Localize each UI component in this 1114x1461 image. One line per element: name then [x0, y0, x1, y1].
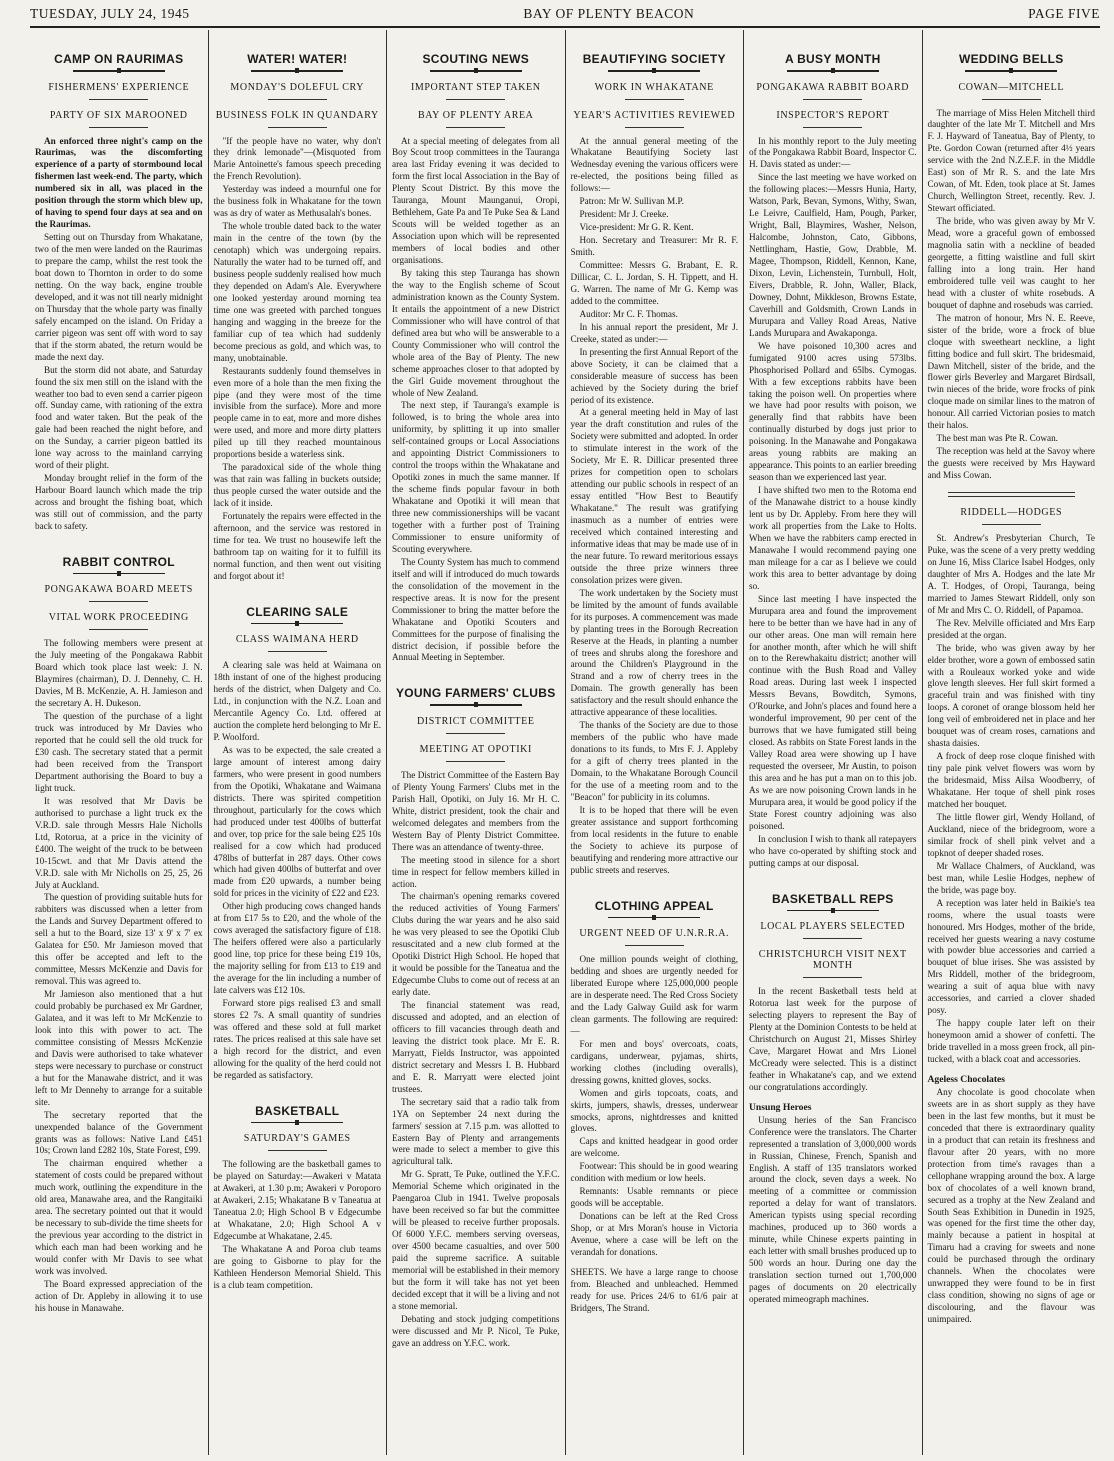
article-body: [214, 136, 382, 583]
article-paragraph: St. Andrew's Presbyterian Church, Te Puke, was the scene of a very pretty wedding on June 16, Miss Clarice Isabel Hodges, only daughter of Mrs A. Hodges and the late Mr A. T. Hodges, of Oropi, Tauranga, being married to James Stewart Riddell, only son of Mr and Mrs C. O. Riddell, of Papamoa.: [927, 533, 1095, 615]
subhead-rule: [89, 629, 148, 630]
article-paragraph: Unsung heries of the San Francisco Conference were the translators. The Charter represented a translation of 3,000,000 words in Russian, Chinese, French, Spanish and English. A staff of 135 translators worked around the clock, seven days a week. No meeting of a committee or commission reported a delay for want of translators. American typists using special recording machines, produced up to 360 words a minute, while Chinese experts painting in each letter with small brushes produced up to 500 words an hour. During one day the translation section turned out 1,700,000 pages of documents on 20 electrically operated mimeograph machines.: [749, 1114, 917, 1305]
article: [928, 52, 1096, 482]
article-subhead: BAY OF PLENTY AREA: [417, 109, 534, 121]
article-subhead: VITAL WORK PROCEEDING: [48, 612, 189, 624]
article: [571, 52, 739, 877]
article-paragraph: Caps and knitted headgear in good order are welcome.: [570, 1136, 738, 1159]
headline-rule: [251, 1122, 343, 1124]
article-paragraph: President: Mr J. Creeke.: [579, 209, 669, 220]
brief-body: [749, 1115, 917, 1306]
issue-date: TUESDAY, JULY 24, 1945: [30, 6, 190, 21]
article-paragraph: In conclusion I wish to thank all ratepayers who have co-operated by shifting stock and putting camps at our disposal.: [749, 833, 917, 868]
article-paragraph: Mr Jamieson also mentioned that a hut could probably be purchased ex Mr Gardner, Galatea, and it was left to Mr McKenzie to look into this with power to act. The committee consisting of Messrs McKenzie and Davis were authorised to take whatever steps were necessary to purchase or construct a hut for the Manawahe district, and it was left to Mr Dennehy to arrange for a suitable site.: [35, 989, 203, 1107]
article-paragraph: The secretary reported that the unexpended balance of the Government grants was as follows: Native Land £451 10s; Crown land £282 10s, State Forest, £99.: [35, 1109, 203, 1156]
article-paragraph: The thanks of the Society are due to those members of the public who have made donations to its funds, to Mrs F. J. Appleby for a gift of cherry trees planted in the Domain, to the Whakatane Borough Council for the use of a meeting room and to the "Beacon" for publicity in its columns.: [570, 720, 738, 802]
article-paragraph: One million pounds weight of clothing, bedding and shoes are urgently needed for liberated Europe where 125,000,000 people are in desperate need. The Red Cross Society and the Lady Galway Guild ask for warm clean garments. The following are required:—: [570, 954, 738, 1036]
article-paragraph: The bride, who was given away by her elder brother, wore a gown of embossed satin with a Rouleaux worked yoke and wide glove length sleeves. Her full skirt formed a graceful train and was finished with tiny loops. A coronet of orange blossom held her long veil of embroidered net in place and her bouquet was of cream roses, carnations and shasta daisies.: [927, 642, 1095, 749]
article-headline: BASKETBALL: [255, 1103, 340, 1118]
column-2: [209, 30, 388, 1455]
article-paragraph: At the annual general meeting of the Whakatane Beautifying Society last Wednesday evening the various officers were re-elected, the positions being filled as follows:—: [570, 135, 738, 194]
article-paragraph: Auditor: Mr C. F. Thomas.: [579, 308, 678, 319]
article-paragraph: Mr G. Spratt, Te Puke, outlined the Y.F.C. Memorial Scheme which originated in the Paengaroa Club in 1941. Twelve proposals have been received so far but the committee will be pleased to receive further proposals. Of 6000 Y.F.C. members serving overseas, over 4500 became casualties, and over 500 paid the supreme sacrifice. A suitable memorial will be established in their memory but the form it will take has not yet been decided except that it will be a living and not a stone memorial.: [392, 1169, 560, 1311]
article-headline: WEDDING BELLS: [958, 52, 1064, 66]
article-paragraph: The best man was Pte R. Cowan.: [936, 433, 1058, 444]
article-paragraph: A reception was later held in Baikie's tea rooms, where the usual toasts were honoured. Mrs Hodges, mother of the bride, received her guests wearing a navy costume with powder blue accessories and carried a bouquet of blue irises. She was assisted by Mrs Riddell, mother of the bridegroom, wearing a suit of aqua blue with navy accessories, and carried a clover shaded posy.: [927, 897, 1095, 1016]
subhead-rule: [446, 761, 505, 762]
article-paragraph: Remnants: Usable remnants or piece goods will be acceptable.: [570, 1186, 738, 1209]
article-subhead: CHRISTCHURCH VISIT NEXT MONTH: [758, 949, 907, 972]
article-paragraph: The following members were present at the July meeting of the Pongakawa Rabbit Board which took place last week: J. N. Blaymires (chairman), D. J. Dennehy, C. H. Davies, M B. McKenzie, A. H. Jamieson and the secretary A. H. Dukeson.: [35, 638, 203, 709]
article-paragraph: The matron of honour, Mrs N. E. Reeve, sister of the bride, wore a frock of blue cloque with sweetheart neckline, a light fitting bodice and full skirt. The bridesmaid, Dawn Mitchell, sister of the bride, and the flower girls Beverley and Margaret Birdsall, twin nieces of the bride, wore frocks of pink cloque made on similar lines to the matron of honour. All carried Victorian posies to match their halos.: [927, 312, 1095, 431]
headline-rule: [73, 70, 165, 72]
headline-rule: [787, 910, 879, 912]
headline-rule: [608, 70, 700, 72]
article-body: [35, 638, 203, 1314]
article-subhead: PONGAKAWA RABBIT BOARD: [756, 81, 910, 93]
article: [35, 555, 203, 1315]
subhead-rule: [89, 601, 148, 602]
article-body: [214, 1159, 382, 1291]
article-headline: WATER! WATER!: [247, 52, 348, 66]
article-paragraph: A frock of deep rose cloque finished with tiny pale pink velvet flowers was worn by the bridesmaid, Miss Ailsa Woodberry, of Whakatane. Her toque of shell pink roses matched her bouquet.: [927, 751, 1095, 810]
subhead-rule: [625, 127, 684, 128]
article-paragraph: The following are the basketball games to be played on Saturday:—Awakeri v Matata at Awakeri, at 1.30 p.m; Awakeri v Poroporo at Awakeri, 2.15; Whakatane B v Taneatua at Taneatua 2.0; High School B v Edgecumbe at Whakatane, 2.0; High School A v Edgecumbe at Whakatane, 2.45.: [213, 1159, 381, 1241]
article-paragraph: Hon. Secretary and Treasurer: Mr R. F. Smith.: [570, 235, 738, 258]
article-subhead: INSPECTOR'S REPORT: [776, 109, 890, 121]
article-paragraph: The chairman enquired whether a statement of costs could be prepared without much work, outlining the expenditure in the old area, Manawahe area, and the Rangitaiki area. The secretary pointed out that it would be necessary to sub-divide the time sheets for the previous year according to the district in which each man had been working and he would confer with Mr Davis to see what work was involved.: [35, 1158, 203, 1277]
article-subhead: SATURDAY'S GAMES: [243, 1133, 351, 1145]
article-paragraph: The happy couple later left on their honeymoon amid a shower of confetti. The bride travelled in a moss green frock, all pin-tucked, with a black coat and accessories.: [927, 1018, 1095, 1065]
article-paragraph: The Whakatane A and Poroa club teams are going to Gisborne to play for the Kathleen Henderson Memorial Shield. This is a club team competition.: [213, 1243, 381, 1290]
article-paragraph: The marriage of Miss Helen Mitchell third daughter of the late Mr T. Mitchell and Mrs F. J. Hayward of Taneatua, Bay of Plenty, to Pte. Gordon Cowan (returned after 4½ years service with the 2nd N.Z.E.F. in the Middle East) son of Mr R. S. and the late Mrs Cowan, of Mt. Eden, took place at St. James Church, Wellington Street, recently. Rev. J. Stewart officiated.: [927, 107, 1095, 214]
subhead-rule: [625, 945, 684, 946]
article: [392, 52, 560, 664]
article-subhead: IMPORTANT STEP TAKEN: [410, 81, 541, 93]
article-headline: SCOUTING NEWS: [422, 52, 530, 66]
article-paragraph: Restaurants suddenly found themselves in even more of a hole than the men fixing the pipe (and they were most of the time invisible from the surface). More and more people came in to eat, more and more dishes were used, and more and more dirty platters piled up till they reached mountainous proportions beside a waterless sink.: [213, 365, 381, 460]
article-body: [571, 954, 739, 1259]
article-paragraph: In his annual report the president, Mr J. Creeke, stated as under:—: [570, 321, 738, 344]
article-paragraph: We have poisoned 10,300 acres and fumigated 9100 acres using 573lbs. Phosphorised Pollard and 65lbs. Cymogas. With a few exceptions rabbits have been taking the poison well. On properties where we have had poor results with poison, we generally find that rabbits have been continually disturbed by dogs just prior to poisoning. In the Manawahe and Pongakawa areas young rabbits are making an appearance. This points to an earlier breeding season than we experienced last year.: [749, 340, 917, 483]
article-subhead: FISHERMENS' EXPERIENCE: [48, 81, 190, 93]
article-paragraph: The Rev. Melville officiated and Mrs Earp presided at the organ.: [927, 617, 1095, 640]
article: [214, 1104, 382, 1292]
article-subhead: DISTRICT COMMITTEE: [416, 715, 535, 727]
headline-rule: [430, 704, 522, 706]
article-paragraph: By taking this step Tauranga has shown the way to the English scheme of Scout administration known as the County System. It entails the appointment of a new District Commissioner who will have control of that defined area but who will be answerable to a County Commissioner who will control the whole area of the Bay of Plenty. The new scheme approaches closer to that adopted by the Girl Guide movement throughout the whole of New Zealand.: [392, 267, 560, 398]
article-paragraph: Committee: Messrs G. Brabant, E. R. Dillicar, C. L. Jordan, S. H. Tippett, and H. G. Warren. The name of Mr G. Kemp was added to the committee.: [570, 260, 738, 306]
article: [749, 52, 917, 870]
article: [214, 605, 382, 1082]
article-paragraph: The meeting stood in silence for a short time in respect for fellow members killed in action.: [392, 854, 560, 889]
subhead-rule: [803, 938, 862, 939]
article-body: [928, 533, 1096, 1066]
article-headline: CAMP ON RAURIMAS: [54, 52, 184, 66]
article-paragraph: In the recent Basketball tests held at Rotorua last week for the purpose of selecting players to represent the Bay of Plenty at the Dominion Contests to be held at Christchurch on August 21, Misses Shirley Cave, Margaret Howat and Mrs Lionel McCready were selected. This is a distinct feather in Whakatane's cap, and we extend our congratulations accordingly.: [749, 986, 917, 1092]
article-paragraph: The secretary said that a radio talk from 1YA on September 24 next during the farmers' session at 7.15 p.m. was allotted to Eastern Bay of Plenty and arrangements were made to select a member to give this agricultural talk.: [392, 1096, 560, 1167]
article-paragraph: Mr Wallace Chalmers, of Auckland, was best man, while Leslie Hodges, nephew of the bride, was page boy.: [927, 860, 1095, 895]
article-paragraph: Vice-president: Mr G. R. Kent.: [579, 222, 694, 233]
article-paragraph: Forward store pigs realised £3 and small stores £2 7s. A small quantity of sundries was offered and these sold at full market rates. The prices realised at this sale have set a high record for the district, and even allowing for the quality of the herd could not be regarded as satisfactory.: [213, 997, 381, 1080]
article-body: [571, 136, 739, 877]
article-paragraph: Patron: Mr W. Sullivan M.P.: [579, 196, 684, 207]
article-body: [35, 136, 203, 533]
column-5: [744, 30, 923, 1455]
article-paragraph: The question of providing suitable huts for rabbiters was discussed when a letter from the Lands and Survey Department offered to sell a hut to the Board, size 13' x 9' x 7' ex Galatea for £50. Mr Jamieson moved that this offer be accepted and left to the committee, Messrs McKenzie and Davis for removal. This was agreed to.: [35, 892, 203, 987]
article-body: [392, 770, 560, 1350]
article-subhead: CLASS WAIMANA HERD: [235, 634, 359, 646]
article-paragraph: Since last meeting I have inspected the Murupara area and found the improvement here to be better than we have had in any of our other areas. One man will remain here for another month, after which he will shift on to the Rerewhakaitu district; another will continue with the Bush Road and Valley Road areas. During last week I inspected Messrs Bevans, Bowditch, Symons, O'Rourke, and John's places and found here a wonderful improvement, 90 per cent of the burrows that we have fumigated still being closed. As rabbits on State Forest lands in the Valley Road area were showing up I have requested the overseer, Mr Austin, to poison this area and he has put a man on to this job. As we are now poisoning Crown lands in he Murupara area, it would be good policy if the State Forest country adjoining was also poisoned.: [749, 593, 917, 831]
article-body: [928, 108, 1096, 483]
headline-rule: [251, 623, 343, 625]
article-paragraph: Fortunately the repairs were effected in the afternoon, and the service was restored in time for tea. We trust no housewife left the bathroom tap on waiting for it to fulfill its normal function, and then went out visiting and forgot about it!: [213, 511, 381, 581]
article-paragraph: An enforced three night's camp on the Raurimas, was the discomforting experience of a party of stormbound local fishermen last week-end. The party, which numbered six in all, was placed in the position through the storm which blew up, of having to spend four days at sea and on the Raurimas.: [35, 135, 203, 230]
article-subhead: BUSINESS FOLK IN QUANDARY: [215, 109, 379, 121]
article-paragraph: At a special meeting of delegates from all Boy Scout troop committees in the Tauranga area last Friday evening it was decided to form the first local Association in the Bay of Plenty Scout District. By this move the Tauranga, Mount Maunganui, Oropi, Bethlehem, Gate Pa and Te Puke Sea & Land Scouts will be welded together as an Association upon which will be represented members of local bodies and other organisations.: [392, 135, 560, 266]
page-number: PAGE FIVE: [1028, 6, 1100, 21]
article-headline: BASKETBALL REPS: [771, 891, 894, 906]
subhead-rule: [89, 99, 148, 100]
advert-notice: SHEETS. We have a large range to choose from. Bleached and unbleached. Hemmed ready for use. Prices 24/6 to 61/6 pair at Bridgers, The Strand.: [570, 1266, 738, 1313]
article: [749, 892, 917, 1306]
subhead-rule: [803, 99, 862, 100]
subhead-rule: [982, 99, 1041, 100]
article-paragraph: The bride, who was given away by Mr V. Mead, wore a graceful gown of embossed magnolia satin with a neckline of beaded georgette, a fitting waistline and full skirt falling into a long train. Her hand embroidered tulle veil was caught to her head with a cluster of white rosebuds. A bouquet of daphne and rosebuds was carried.: [927, 216, 1095, 310]
subhead-rule: [982, 524, 1041, 525]
article-paragraph: Setting out on Thursday from Whakatane, two of the men were landed on the Raurimas to prepare the camp, whilst the rest took the boat down to Thornton in order to do some netting. On the way back, engine trouble developed, and it was not till nearly midnight on Thursday that the whole party was finally safely encamped on the island. On Friday a carrier pigeon was sent off with word to say that if the storm abated, the return would be made the next day.: [35, 232, 203, 362]
headline-rule: [608, 917, 700, 919]
article: [35, 52, 203, 533]
article-separator: [948, 492, 1076, 497]
article-paragraph: In his monthly report to the July meeting of the Pongakawa Rabbit Board, Inspector C. H. Davis stated as under:—: [749, 135, 917, 170]
subhead-rule: [446, 127, 505, 128]
article-subhead: LOCAL PLAYERS SELECTED: [760, 921, 906, 933]
newspaper-title: BAY OF PLENTY BEACON: [523, 6, 695, 21]
article-body: [749, 136, 917, 870]
article-paragraph: At a general meeting held in May of last year the draft constitution and rules of the Society were submitted and adopted. In order to stimulate interest in the work of the Society, Mr E. R. Dillicar presented three prizes for competition open to scholars attending our public schools in respect of an essay entitled "How Best to Beautify Whakatane." The result was gratifying inasmuch as a number of entries were received which contained interesting and informative ideas that may be made use of in the near future. To reward meritorious essays outside the three prize winners three consolation prizes were given.: [570, 407, 738, 585]
article-paragraph: The financial statement was read, discussed and adopted, and an election of officers to fill vacancies through death and leaving the district took place. Mr E. R. Marryatt, Fields Instructor, was appointed district secretary and Messrs I. B. Hubbard and E. R. Marryatt were elected joint trustees.: [392, 1000, 560, 1094]
article-paragraph: In presenting the first Annual Report of the above Society, it can be claimed that a considerable measure of success has been achieved by the Society during the brief period of its existence.: [570, 346, 738, 405]
headline-rule: [965, 70, 1057, 72]
article-paragraph: Footwear: This should be in good wearing condition with medium or low heels.: [570, 1161, 738, 1184]
article-headline: CLOTHING APPEAL: [594, 898, 714, 913]
subhead-rule: [446, 733, 505, 734]
article-paragraph: For men and boys' overcoats, coats, cardigans, underwear, pyjamas, shirts, working clothes (including overalls), dressing gowns, knitted gloves, socks.: [570, 1038, 738, 1085]
article-paragraph: A clearing sale was held at Waimana on 18th instant of one of the highest producing herds of the district, when Dalgety and Co. Ltd., in conjunction with the N.Z. Loan and Mercantile Agency Co. Ltd. offered at auction the complete herd belonging to Mr E. P. Woolford.: [213, 660, 381, 742]
article: [392, 686, 560, 1349]
article-paragraph: The paradoxical side of the whole thing was that rain was falling in buckets outside; thus people cursed the water outside and the lack of it inside.: [213, 462, 381, 509]
article-paragraph: It is to be hoped that there will be even greater assistance and support forthcoming from local residents in the future to enable the Society to achieve its purpose of beautifying and rendering more attractive our public streets and reserves.: [570, 804, 738, 875]
subhead-rule: [803, 977, 862, 978]
column-1: [30, 30, 209, 1455]
article-subhead: RIDDELL—HODGES: [960, 507, 1063, 519]
subhead-rule: [268, 651, 327, 652]
article-paragraph: I have shifted two men to the Rotoma end of the Manawahe district to a house kindly lent us by Dr. Appleby. From here they will work all properties from the Lake to Holts. When we have the rabbiters camp erected in Manawahe I would recommend paying one man mileage for a car as I believe we could work this area to better advantage by doing so.: [749, 485, 917, 591]
article-paragraph: The work undertaken by the Society must be limited by the amount of funds available for its purposes. A commencement was made by planting trees in the Borough Recreation Reserve at the Heads, in planting a number of trees and shrubs along the foreshore and around the Children's Playground in the Strand and a row of cherry trees in the Domain. The growth generally has been satisfactory and the result should enhance the attractive appearance of these localities.: [570, 587, 738, 718]
article-paragraph: Other high producing cows changed hands at from £17 5s to £20, and the whole of the cows averaged the satisfactory figure of £18. The heifers offered were also a particularly good line, top price for these being £19 10s, the majority selling for from £13 to £19 and the average for the lin including a number of late calvers was £12 10s.: [213, 901, 381, 995]
subhead-rule: [89, 127, 148, 128]
article-paragraph: Donations can be left at the Red Cross Shop, or at Mrs Moran's house in Victoria Avenue, where a case will be left on the verandah for donations.: [570, 1211, 738, 1258]
article-paragraph: The whole trouble dated back to the water main in the centre of the town (by the cenotaph) which was undergoing repairs. Naturally the water had to be turned off, and business people suddenly realised how much they depended on Adam's Ale. Everywhere one looked yesterday around morning tea time one was greeted with parched tongues hanging and wagging in the breeze for the familiar cup of tea which had suddenly become precious as gold, and which was, to many, unobtainable.: [213, 221, 381, 363]
article-paragraph: Debating and stock judging competitions were discussed and Mr P. Nicol, Te Puke, gave an address on Y.F.C. work.: [392, 1313, 560, 1348]
article-paragraph: The little flower girl, Wendy Holland, of Auckland, niece of the bridegroom, wore a similar frock of shell pink velvet and a topknot of deeper shaded roses.: [927, 811, 1095, 858]
article-paragraph: Yesterday was indeed a mournful one for the business folk in Whakatane for the town was as dry of water as Methusalah's bones.: [213, 184, 381, 219]
article-subhead: YEAR'S ACTIVITIES REVIEWED: [573, 109, 736, 121]
article-paragraph: "If the people have no water, why don't they drink lemonade"—(Misquoted from Marie Antoinette's famous speech preceding the French Revolution).: [213, 135, 381, 182]
article-subhead: MONDAY'S DOLEFUL CRY: [230, 81, 365, 93]
subhead-rule: [268, 127, 327, 128]
article: [571, 899, 739, 1315]
headline-rule: [73, 573, 165, 575]
column-6: [923, 30, 1101, 1455]
article-headline: YOUNG FARMERS' CLUBS: [395, 686, 556, 701]
subhead-rule: [803, 127, 862, 128]
headline-rule: [787, 70, 879, 72]
article-headline: RABBIT CONTROL: [62, 554, 175, 569]
article-paragraph: The chairman's opening remarks covered the reduced activities of Young Farmers' Clubs during the war years and he also said he was very pleased to see the Opotiki Club resuscitated and a new club formed at the Opotiki District High School. He hoped that it would be possible for the Taneatua and the Edgecumbe Clubs to come out of recess at an early date.: [392, 891, 560, 998]
article-paragraph: Monday brought relief in the form of the Harbour Board launch which made the trip across and brought the fishing boat, which was still out of commission, and the party back to safety.: [35, 473, 203, 531]
brief-headline: Ageless Chocolates: [927, 1073, 1006, 1085]
article-subhead: WORK IN WHAKATANE: [594, 81, 714, 93]
subhead-rule: [446, 99, 505, 100]
article-subhead: PONGAKAWA BOARD MEETS: [44, 584, 193, 596]
headline-rule: [430, 70, 522, 72]
column-3: [387, 30, 566, 1455]
subhead-rule: [268, 99, 327, 100]
article-paragraph: But the storm did not abate, and Saturday found the six men still on the island with the weather too bad to even send a carrier pigeon off. Sunday came, with rationing of the extra food and water taken. But the peak of the gale had been reached the night before, and on the Sunday, a carrier pigeon battled its lone way across to the mainland carrying word of their plight.: [35, 364, 203, 471]
article-subhead: PARTY OF SIX MAROONED: [49, 109, 188, 121]
article-paragraph: Any chocolate is good chocolate when sweets are in as short supply as they have been in the last few months, but it must be conceded that there is extraordinary quality in a product that can retain its freshness and flavour after 20 years, with no more protection from time's ravages than a cellophane wrapping around the box. A large box of chocolates of a well known brand, secured as a trophy at the New Zealand and South Seas Exhibition in Dunedin in 1925, was opened for the first time the other day, mainly because a patient in hospital at Timaru had a craving for sweets and none could be purchased through the ordinary channels. When the chocolates were unwrapped they were found to be in first class condition, showing no signs of age or discolouring, and the flavour was unimpaired.: [927, 1086, 1095, 1325]
article-paragraph: The next step, if Tauranga's example is followed, is to bring the whole area into uniformity, by splitting it up into smaller self-contained groups or Local Associations and appointing District Commissioners to control the troops within the Whakatane and Opotiki zones in much the same manner. If the scheme finds popular favour in both Whakatane and Opotiki it will mean that three new commissionerships will be vacant together with a further post of Training Commissioner to ensure uniformity of Scouting everywhere.: [392, 400, 560, 554]
article-paragraph: Since the last meeting we have worked on the following places:—Messrs Hunia, Harty, Watson, Park, Bevan, Symons, Withy, Swan, Le Leivre, Caulfield, Ham, Pough, Parker, Wright, Ball, Blaymires, Washer, Nelson, Halcombe, Johnston, Cato, Gibbons, Nettlingham, Hastie, Gow, Drabble, M. Magee, Thompson, Riddell, Kennon, Kane, Dixon, Levin, Lichenstein, Turnbull, Holt, Eivers, Drabble, R. John, Waller, Black, Downey, Dohnt, Mikkleson, Browns Estate, Caverhill and Goldsmith, Crown Lands in Murupara and Valley Road Areas, Native Lands Murupara and Awakaponga.: [749, 172, 917, 338]
article-paragraph: The Board expressed appreciation of the action of Dr. Appleby in allowing it to use his house in Manawahe.: [35, 1278, 203, 1313]
headline-rule: [251, 70, 343, 72]
article-paragraph: As was to be expected, the sale created a large amount of interest among dairy farmers, who were present in good numbers from the Opotiki, Whakatane and Waimana districts. There was spirited competition throughout, particularly for the cows which had produced under test 400lbs of butterfat and over, top price for the sale being £25 10s realised for a cow which had produced 478lbs of butterfat in 287 days. Other cows which had given 400lbs of butterfat and over made from £20 upwards, a number being sold for prices in the vicinity of £22 and £23.: [213, 744, 381, 899]
article-subhead: URGENT NEED OF U.N.R.R.A.: [579, 928, 730, 940]
article-paragraph: The question of the purchase of a light truck was introduced by Mr Davies who reported that he could sell the old truck for £30 cash. The secretary stated that a permit had been received from the Transport Department authorising the Board to buy a light truck.: [35, 711, 203, 793]
article-paragraph: Women and girls topcoats, coats, and skirts, jumpers, shawls, dresses, underwear smocks, aprons, nightdresses and knitted gloves.: [570, 1087, 738, 1134]
columns: [30, 30, 1100, 1455]
article: [928, 492, 1096, 1326]
article-headline: CLEARING SALE: [246, 604, 349, 619]
article-paragraph: It was resolved that Mr Davis be authorised to purchase a light truck ex the V.R.D. sale through Messrs Hale Nicholls Ltd, Rotorua, at a price in the vicinity of £400. The weight of the truck to be between 10-15cwt. and that Mr Davis attend the V.R.D. sale with Mr Nicholls on 25, 25, 26 July at Auckland.: [35, 795, 203, 890]
article-paragraph: The District Committee of the Eastern Bay of Plenty Young Farmers' Clubs met in the Parish Hall, Opotiki, on July 16. Mr H. C. White, district president, took the chair and welcomed delegates and members from the Western Bay of Plenty District Committee. There was an attendance of twenty-three.: [392, 769, 560, 852]
brief-body: [928, 1087, 1096, 1326]
article-paragraph: The County System has much to commend itself and will if introduced do much towards the consolidation of the movement in the respective areas. It is now for the present Commissioner to bring the matter before the Whakatane and Opotiki Scouters and Committees for the purpose of finalising the district decision, if possible before the Annual Meeting in September.: [392, 556, 560, 663]
article-headline: A BUSY MONTH: [784, 52, 881, 66]
brief-headline: Unsung Heroes: [749, 1101, 812, 1113]
subhead-rule: [268, 1150, 327, 1151]
article-subhead: COWAN—MITCHELL: [958, 81, 1065, 93]
article-paragraph: The reception was held at the Savoy where the guests were received by Mrs Hayward and Miss Cowan.: [927, 446, 1095, 481]
subhead-rule: [625, 99, 684, 100]
article-body: [749, 986, 917, 1094]
article-subhead: MEETING AT OPOTIKI: [419, 743, 532, 755]
column-4: [566, 30, 745, 1455]
article: [214, 52, 382, 583]
article-headline: BEAUTIFYING SOCIETY: [582, 52, 726, 66]
masthead: [30, 2, 1100, 28]
article-body: [392, 136, 560, 665]
article-body: [214, 660, 382, 1081]
